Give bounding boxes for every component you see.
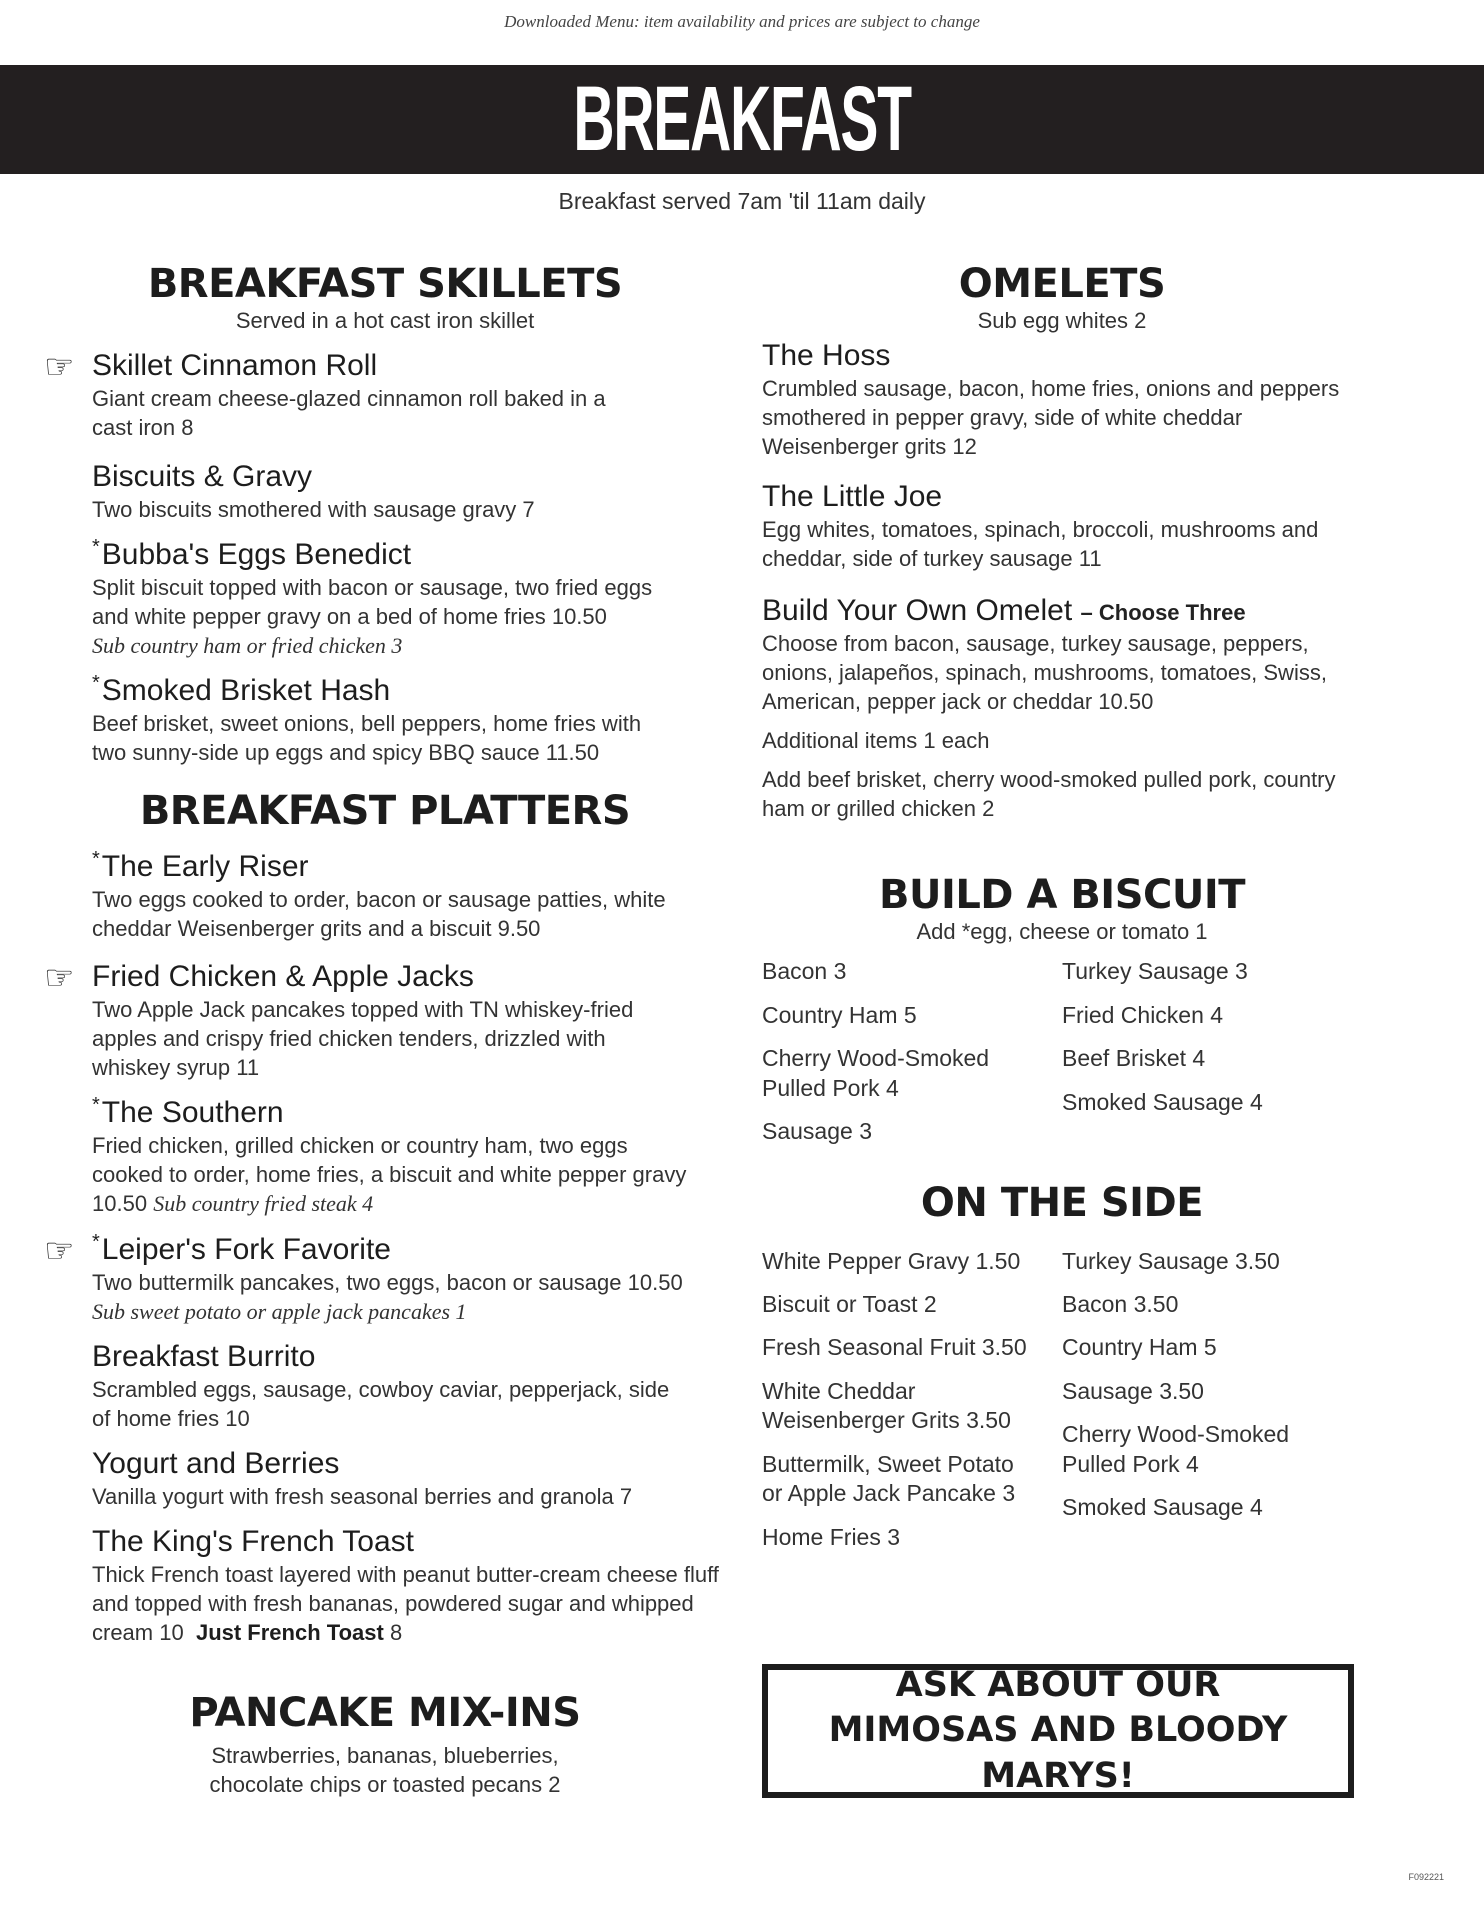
list-item: White Cheddar Weisenberger Grits 3.50 (762, 1377, 1011, 1434)
banner-title: BREAKFAST (573, 68, 911, 170)
section-on-the-side (762, 1181, 1362, 1567)
biscuit-options-left (762, 957, 1062, 1160)
list-item: Beef Brisket 4 (1062, 1045, 1206, 1072)
pointing-hand-icon: ☞ (44, 348, 75, 386)
item-description: Crumbled sausage, bacon, home fries, onions and peppers smothered in pepper gravy, side of white cheddar Weisenberger grits 12 (762, 376, 1340, 460)
item-name (92, 537, 730, 573)
section-skillets (40, 262, 730, 767)
item-description: Two buttermilk pancakes, two eggs, bacon or sausage 10.50 (92, 1269, 683, 1295)
item-name (92, 849, 730, 885)
item-name-text: Build Your Own Omelet (762, 594, 1073, 628)
item-substitution: Sub country fried steak 4 (153, 1191, 374, 1217)
section-title: BREAKFAST SKILLETS (147, 261, 623, 307)
asterisk: * (92, 848, 100, 871)
menu-item (40, 1095, 730, 1218)
pointing-hand-icon: ☞ (44, 959, 75, 998)
menu-item (762, 593, 1362, 716)
list-item: Home Fries 3 (762, 1523, 901, 1550)
section-subtitle: Served in a hot cast iron skillet (235, 308, 535, 333)
item-description-text: Fried chicken, grilled chicken or country ham, two eggs cooked to order, home fries, a biscuit and white pepper gravy 10.50 (92, 1133, 687, 1217)
item-name-text: The Early Riser (101, 850, 309, 884)
item-description: Beef brisket, sweet onions, bell peppers, home fries with two sunny-side up eggs and spicy BBQ sauce 11.50 (92, 711, 642, 766)
biscuit-options-right (1062, 957, 1362, 1160)
list-item: Biscuit or Toast 2 (762, 1290, 937, 1317)
item-description (92, 1131, 692, 1218)
breakfast-banner (0, 65, 1484, 174)
list-item: Fried Chicken 4 (1062, 1001, 1224, 1028)
menu-item (40, 459, 730, 524)
item-option-price: 8 (389, 1619, 403, 1645)
choose-three-note: – Choose Three (1080, 600, 1246, 626)
menu-item (762, 479, 1362, 573)
item-description: Choose from bacon, sausage, turkey sausage, peppers, onions, jalapeños, spinach, mushrooms, tomatoes, Swiss, American, pepper jack or cheddar 10.50 (762, 631, 1327, 715)
list-item: Cherry Wood-Smoked Pulled Pork 4 (1062, 1421, 1290, 1477)
item-name-text: Leiper's Fork Favorite (101, 1232, 391, 1266)
asterisk: * (92, 1230, 100, 1253)
menu-item (40, 537, 730, 660)
asterisk: * (92, 1094, 100, 1117)
item-name: Yogurt and Berries (92, 1446, 340, 1480)
add-meat-note: Add beef brisket, cherry wood-smoked pulled pork, country ham or grilled chicken 2 (762, 767, 1336, 822)
list-item: Buttermilk, Sweet Potato or Apple Jack Pancake 3 (762, 1450, 1016, 1507)
section-omelets (762, 262, 1362, 823)
item-description: Two biscuits smothered with sausage gravy 7 (92, 497, 535, 523)
pointing-hand-icon: ☞ (44, 1231, 75, 1270)
breakfast-hours: Breakfast served 7am 'til 11am daily (558, 188, 926, 214)
item-description: Vanilla yogurt with fresh seasonal berries and granola 7 (92, 1483, 633, 1509)
list-item: Bacon 3 (762, 958, 847, 985)
section-platters (40, 789, 730, 1647)
biscuit-options (762, 957, 1362, 1160)
section-subtitle: Sub egg whites 2 (977, 308, 1147, 333)
item-name: Breakfast Burrito (92, 1339, 316, 1373)
item-description: Egg whites, tomatoes, spinach, broccoli, mushrooms and cheddar, side of turkey sausage 11 (762, 517, 1319, 572)
item-name-text: The Southern (101, 1096, 284, 1130)
section-mixins (40, 1691, 730, 1799)
menu-item (40, 1524, 730, 1647)
section-title: OMELETS (958, 261, 1166, 307)
side-options-right (1062, 1247, 1362, 1567)
drinks-callout-box (762, 1664, 1354, 1798)
item-name-text: Bubba's Eggs Benedict (101, 538, 412, 572)
menu-item (762, 338, 1362, 461)
item-name: Skillet Cinnamon Roll (92, 349, 378, 382)
item-name (92, 1232, 730, 1268)
section-description: Strawberries, bananas, blueberries, chocolate chips or toasted pecans 2 (209, 1742, 561, 1797)
list-item: Sausage 3.50 (1062, 1377, 1204, 1404)
item-substitution: Sub country ham or fried chicken 3 (92, 633, 403, 659)
list-item: Country Ham 5 (1062, 1334, 1217, 1361)
asterisk: * (92, 672, 100, 695)
item-substitution: Sub sweet potato or apple jack pancakes 1 (92, 1298, 467, 1324)
section-subtitle: Add *egg, cheese or tomato 1 (916, 919, 1208, 945)
list-item: Country Ham 5 (762, 1001, 917, 1028)
item-name: The King's French Toast (92, 1524, 415, 1558)
item-name (92, 673, 730, 709)
side-options (762, 1247, 1362, 1567)
menu-code: F092221 (1408, 1872, 1444, 1882)
menu-item (40, 849, 730, 943)
item-description: Split biscuit topped with bacon or sausage, two fried eggs and white pepper gravy on a bed of home fries 10.50 (92, 575, 653, 630)
item-description: Two Apple Jack pancakes topped with TN whiskey-fried apples and crispy fried chicken tenders, drizzled with whiskey syrup 11 (92, 997, 634, 1081)
list-item: White Pepper Gravy 1.50 (762, 1247, 1021, 1274)
list-item: Cherry Wood-Smoked Pulled Pork 4 (762, 1045, 990, 1101)
item-description: Two eggs cooked to order, bacon or sausage patties, white cheddar Weisenberger grits and a biscuit 9.50 (92, 887, 666, 942)
section-build-a-biscuit (762, 873, 1362, 1160)
list-item: Turkey Sausage 3.50 (1062, 1247, 1280, 1274)
item-name: The Little Joe (762, 480, 943, 514)
list-item: Turkey Sausage 3 (1062, 958, 1248, 985)
item-name: The Hoss (762, 339, 891, 372)
item-description: Giant cream cheese-glazed cinnamon roll baked in a cast iron 8 (92, 386, 606, 441)
left-column (40, 262, 730, 1799)
section-title: PANCAKE MIX-INS (189, 1689, 581, 1736)
drinks-callout-text: ASK ABOUT OUR MIMOSAS AND BLOODY MARYS! (828, 1664, 1288, 1796)
item-description-text: Thick French toast layered with peanut butter-cream cheese fluff and topped with fresh bananas, powdered sugar and whipped cream 10 (92, 1561, 719, 1645)
section-title: BUILD A BISCUIT (878, 872, 1246, 919)
menu-item (40, 348, 730, 442)
item-name: Fried Chicken & Apple Jacks (92, 960, 474, 994)
item-name: Biscuits & Gravy (92, 460, 313, 494)
disclaimer: Downloaded Menu: item availability and prices are subject to change (504, 12, 980, 31)
menu-item (40, 673, 730, 767)
menu-item (40, 1446, 730, 1511)
menu-item (40, 959, 730, 1082)
menu-item (40, 1339, 730, 1433)
item-description (92, 1560, 732, 1647)
item-name (762, 593, 1362, 629)
item-name-text: Smoked Brisket Hash (101, 674, 391, 708)
list-item: Fresh Seasonal Fruit 3.50 (762, 1334, 1027, 1361)
right-column (762, 262, 1362, 1566)
list-item: Smoked Sausage 4 (1062, 1494, 1263, 1521)
list-item: Bacon 3.50 (1062, 1290, 1179, 1317)
menu-item (40, 1232, 730, 1326)
item-option-name: Just French Toast (195, 1619, 384, 1645)
additional-items-note: Additional items 1 each (762, 728, 990, 754)
section-title: BREAKFAST PLATTERS (139, 788, 631, 835)
asterisk: * (92, 536, 100, 559)
list-item: Sausage 3 (762, 1118, 872, 1145)
section-title: ON THE SIDE (920, 1179, 1204, 1226)
item-name (92, 1095, 730, 1131)
list-item: Smoked Sausage 4 (1062, 1088, 1263, 1115)
item-description: Scrambled eggs, sausage, cowboy caviar, pepperjack, side of home fries 10 (92, 1376, 670, 1431)
side-options-left (762, 1247, 1062, 1567)
